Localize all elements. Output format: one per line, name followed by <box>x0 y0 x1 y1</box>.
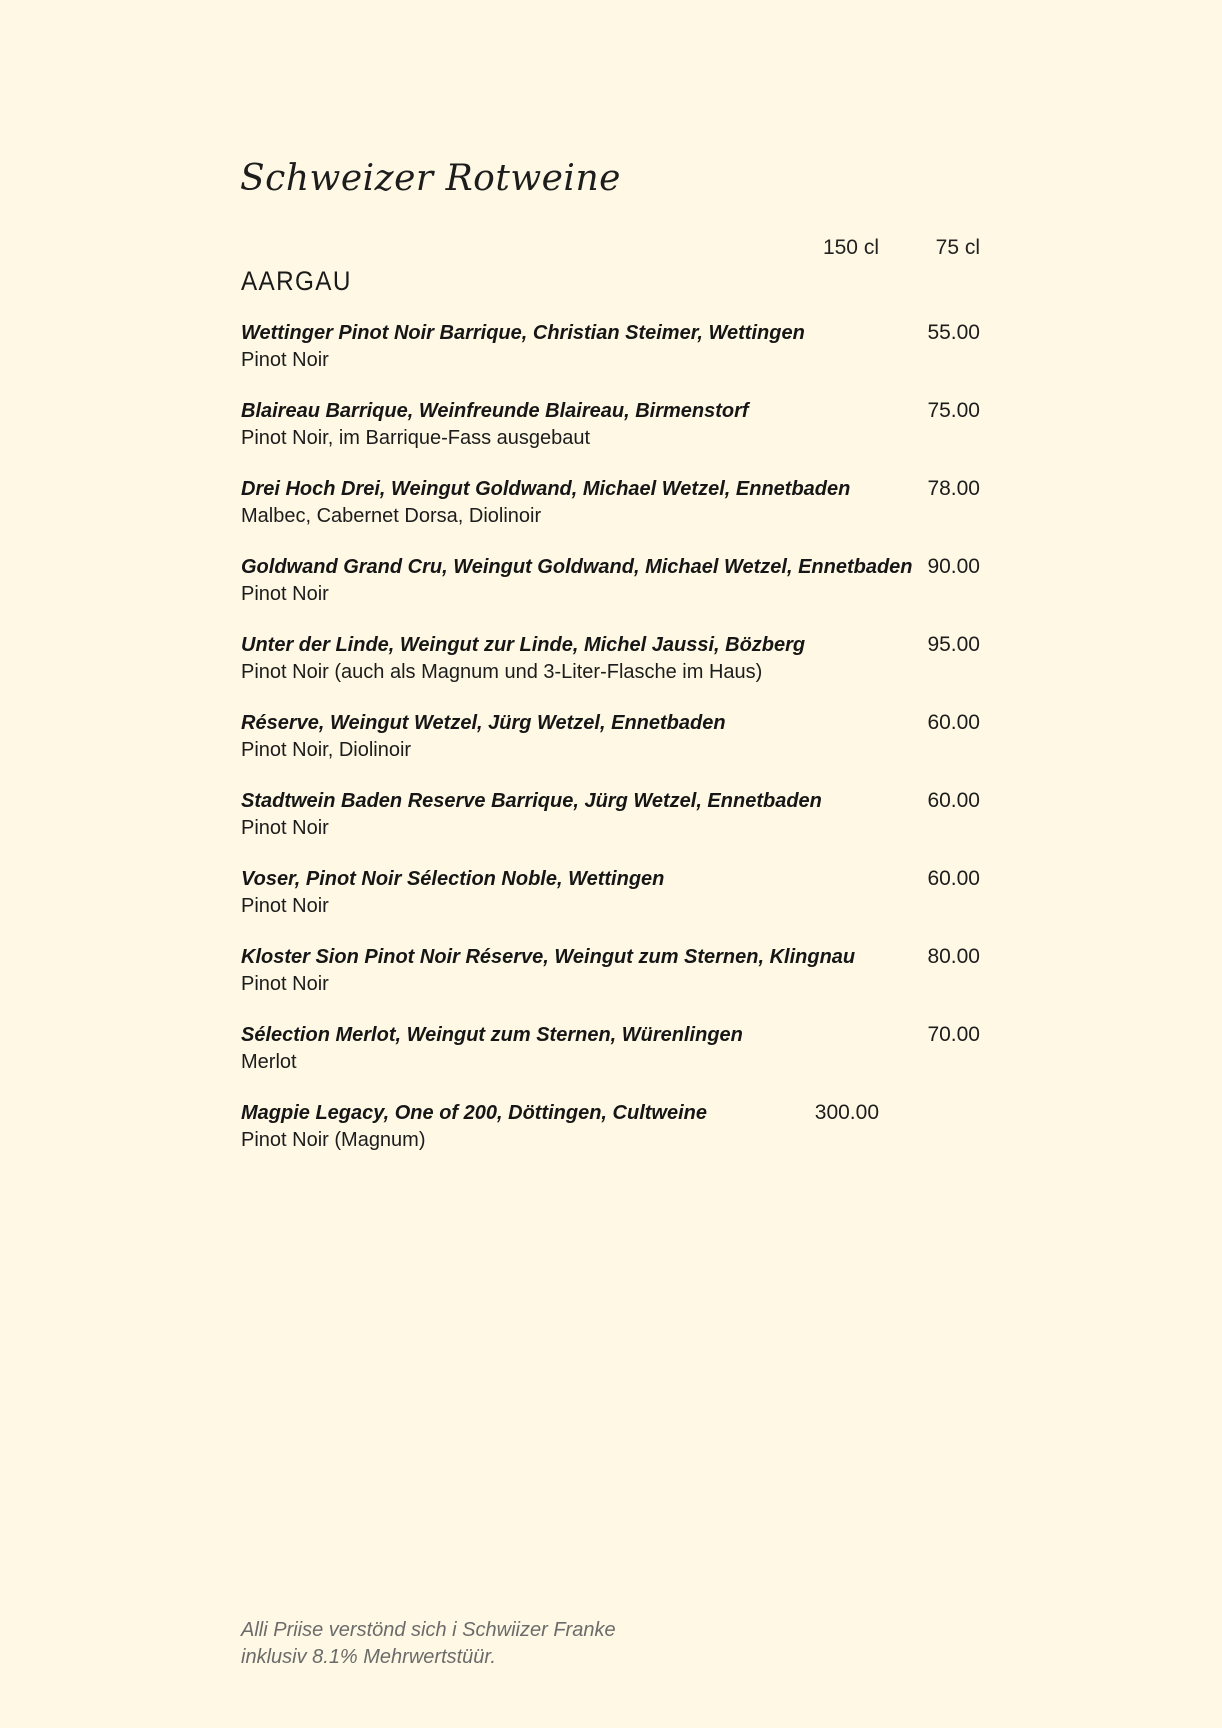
wine-entry <box>241 554 982 632</box>
price-150cl: 300.00 <box>814 1101 879 1124</box>
wine-name: Réserve, Weingut Wetzel, Jürg Wetzel, Ennetbaden <box>241 712 726 734</box>
wine-grape: Merlot <box>241 1051 297 1073</box>
price-75cl: 78.00 <box>927 477 980 500</box>
wine-name: Goldwand Grand Cru, Weingut Goldwand, Michael Wetzel, Ennetbaden <box>241 556 913 578</box>
wine-name: Voser, Pinot Noir Sélection Noble, Wettingen <box>241 868 665 890</box>
wine-name: Sélection Merlot, Weingut zum Sternen, Würenlingen <box>241 1024 743 1046</box>
wine-grape: Pinot Noir <box>241 973 329 995</box>
price-note-line-2: inklusiv 8.1% Mehrwertstüür. <box>241 1646 496 1668</box>
page-title: Schweizer Rotweine <box>240 158 621 199</box>
wine-entry <box>241 788 982 866</box>
wine-grape: Malbec, Cabernet Dorsa, Diolinoir <box>241 505 542 527</box>
wine-grape: Pinot Noir, Diolinoir <box>241 739 412 761</box>
wine-grape: Pinot Noir <box>241 349 329 371</box>
wine-entry <box>241 398 982 476</box>
price-75cl: 55.00 <box>927 321 980 344</box>
wine-grape: Pinot Noir <box>241 583 329 605</box>
column-header-75cl: 75 cl <box>935 236 980 259</box>
price-note-line-1: Alli Priise verstönd sich i Schwiizer Franke <box>241 1619 616 1641</box>
wine-entry <box>241 944 982 1022</box>
price-75cl: 70.00 <box>927 1023 980 1046</box>
region-heading: AARGAU <box>241 266 352 296</box>
column-header-150cl: 150 cl <box>822 236 879 259</box>
wine-grape: Pinot Noir (auch als Magnum und 3-Liter-Flasche im Haus) <box>241 661 763 683</box>
price-75cl: 60.00 <box>927 789 980 812</box>
wine-name: Stadtwein Baden Reserve Barrique, Jürg Wetzel, Ennetbaden <box>241 790 822 812</box>
price-75cl: 60.00 <box>927 711 980 734</box>
wine-name: Wettinger Pinot Noir Barrique, Christian Steimer, Wettingen <box>241 322 805 344</box>
wine-grape: Pinot Noir (Magnum) <box>241 1129 426 1151</box>
wine-entry <box>241 1100 982 1178</box>
price-75cl: 75.00 <box>927 399 980 422</box>
wine-entry <box>241 320 982 398</box>
wine-entry <box>241 632 982 710</box>
price-75cl: 60.00 <box>927 867 980 890</box>
price-75cl: 80.00 <box>927 945 980 968</box>
wine-grape: Pinot Noir <box>241 895 329 917</box>
wine-name: Kloster Sion Pinot Noir Réserve, Weingut zum Sternen, Klingnau <box>241 946 856 968</box>
wine-name: Drei Hoch Drei, Weingut Goldwand, Michael Wetzel, Ennetbaden <box>241 478 851 500</box>
price-75cl: 95.00 <box>927 633 980 656</box>
wine-list <box>241 320 982 1178</box>
wine-grape: Pinot Noir, im Barrique-Fass ausgebaut <box>241 427 591 449</box>
wine-entry <box>241 710 982 788</box>
wine-entry <box>241 1022 982 1100</box>
wine-name: Magpie Legacy, One of 200, Döttingen, Cultweine <box>241 1102 707 1124</box>
wine-name: Unter der Linde, Weingut zur Linde, Michel Jaussi, Bözberg <box>241 634 806 656</box>
price-75cl: 90.00 <box>927 555 980 578</box>
price-note <box>241 1617 616 1671</box>
wine-name: Blaireau Barrique, Weinfreunde Blaireau, Birmenstorf <box>241 400 749 422</box>
wine-entry <box>241 476 982 554</box>
wine-grape: Pinot Noir <box>241 817 329 839</box>
wine-entry <box>241 866 982 944</box>
